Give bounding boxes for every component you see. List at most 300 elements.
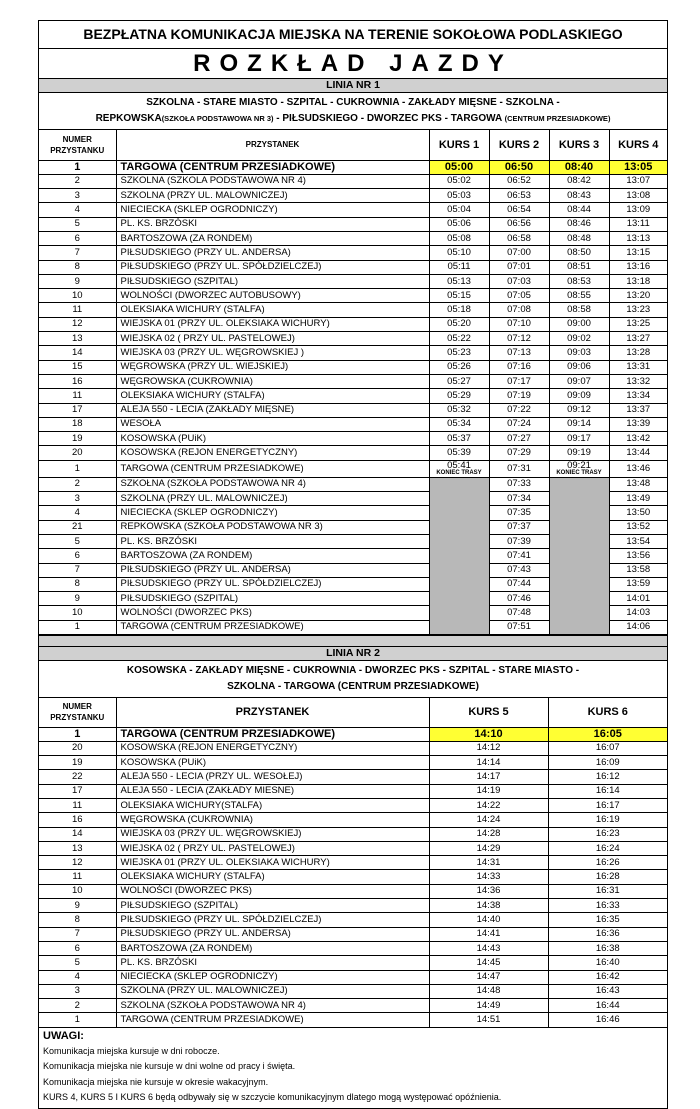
departure-time: 07:31 (489, 460, 549, 477)
table-row (39, 317, 667, 331)
table-row (39, 203, 667, 217)
table-row (39, 246, 667, 260)
stop-name: OLEKSIAKA WICHURY (STALFA) (116, 303, 429, 317)
stop-name: KOSOWSKA (REJON ENERGETYCZNY) (116, 741, 429, 755)
table-row (39, 274, 667, 288)
top-title: BEZPŁATNA KOMUNIKACJA MIEJSKA NA TERENIE SOKOŁOWA PODLASKIEGO (39, 21, 667, 49)
departure-time: 13:48 (609, 477, 667, 491)
stop-name: NIECIECKA (SKLEP OGRODNICZY) (116, 203, 429, 217)
stop-number: 8 (39, 577, 116, 591)
departure-time: 16:43 (548, 984, 667, 998)
departure-time: 09:12 (549, 403, 609, 417)
departure-time: 14:45 (429, 956, 548, 970)
departure-time: 05:10 (429, 246, 489, 260)
stop-number: 16 (39, 374, 116, 388)
departure-time: 13:07 (609, 174, 667, 188)
col-header-stop: PRZYSTANEK (116, 130, 429, 160)
departure-time: 05:00 (429, 160, 489, 174)
departure-time: 13:25 (609, 317, 667, 331)
stop-name: NIECIECKA (SKLEP OGRODNICZY) (116, 970, 429, 984)
main-title: ROZKŁAD JAZDY (39, 49, 667, 79)
departure-time: 14:19 (429, 784, 548, 798)
departure-time: 16:26 (548, 856, 667, 870)
departure-time: 13:42 (609, 432, 667, 446)
departure-time: 16:31 (548, 884, 667, 898)
stop-number: 7 (39, 927, 116, 941)
table-row (39, 403, 667, 417)
departure-time: 09:03 (549, 346, 609, 360)
stop-name: ALEJA 550 - LECIA (PRZY UL. WESOŁEJ) (116, 770, 429, 784)
stop-number: 17 (39, 784, 116, 798)
departure-time: 13:49 (609, 492, 667, 506)
stop-name: WESOŁA (116, 417, 429, 431)
stop-number: 19 (39, 432, 116, 446)
departure-time: 14:24 (429, 813, 548, 827)
stop-name: BARTOSZOWA (ZA RONDEM) (116, 941, 429, 955)
line1-table (39, 130, 667, 635)
timetable-page (38, 20, 668, 1109)
departure-time: 05:32 (429, 403, 489, 417)
stop-number: 16 (39, 813, 116, 827)
departure-time: 09:14 (549, 417, 609, 431)
table-row (39, 999, 667, 1013)
departure-time: 16:05 (548, 727, 667, 741)
departure-time: 05:23 (429, 346, 489, 360)
stop-number: 1 (39, 727, 116, 741)
departure-time: 14:29 (429, 841, 548, 855)
departure-time: 16:38 (548, 941, 667, 955)
stop-name: PIŁSUDSKIEGO (PRZY UL. SPÓŁDZIELCZEJ) (116, 913, 429, 927)
stop-name: WIEJSKA 01 (PRZY UL. OLEKSIAKA WICHURY) (116, 317, 429, 331)
table-row (39, 827, 667, 841)
departure-time: 07:44 (489, 577, 549, 591)
table-row (39, 798, 667, 812)
table-row (39, 813, 667, 827)
table-row (39, 460, 667, 477)
stop-name: WOLNOŚCI (DWORZEC PKS) (116, 606, 429, 620)
stop-name: OLEKSIAKA WICHURY (STALFA) (116, 870, 429, 884)
route-end-cell (429, 477, 489, 634)
table-row (39, 941, 667, 955)
table-row (39, 332, 667, 346)
stop-number: 2 (39, 477, 116, 491)
departure-time: 07:34 (489, 492, 549, 506)
departure-time (549, 460, 609, 477)
table-row (39, 899, 667, 913)
departure-time: 07:01 (489, 260, 549, 274)
departure-time: 06:58 (489, 231, 549, 245)
departure-time: 07:08 (489, 303, 549, 317)
stop-name: SZKOŁNA (SZKOŁA PODSTAWOWA NR 4) (116, 477, 429, 491)
departure-time: 14:14 (429, 756, 548, 770)
table-row (39, 927, 667, 941)
departure-time: 05:26 (429, 360, 489, 374)
stop-number: 22 (39, 770, 116, 784)
stop-number: 10 (39, 289, 116, 303)
departure-time: 05:08 (429, 231, 489, 245)
table-row (39, 956, 667, 970)
route-end-label: KONIEC TRASY (436, 469, 482, 476)
stop-name: PL. KS. BRZÓSKI (116, 956, 429, 970)
table-row (39, 174, 667, 188)
departure-time: 13:15 (609, 246, 667, 260)
table-row (39, 189, 667, 203)
stop-name: NIECIECKA (SKLEP OGRODNICZY) (116, 506, 429, 520)
col-header-nr: NUMER PRZYSTANKU (39, 130, 116, 160)
col-header-stop: PRZYSTANEK (116, 698, 429, 727)
departure-time: 13:39 (609, 417, 667, 431)
departure-time: 05:06 (429, 217, 489, 231)
stop-name: WOLNOŚCI (DWORZEC PKS) (116, 884, 429, 898)
line2-route (39, 661, 667, 698)
stop-name: ALEJA 550 - LECIA (ZAKŁADY MIĘSNE) (116, 403, 429, 417)
departure-time: 06:53 (489, 189, 549, 203)
departure-time: 05:11 (429, 260, 489, 274)
table-row (39, 756, 667, 770)
note-line: KURS 4, KURS 5 I KURS 6 będą odbywały się w szczycie komunikacyjnym dlatego mogą występować opóźnienia. (43, 1092, 502, 1103)
departure-time (429, 460, 489, 477)
departure-time: 07:41 (489, 549, 549, 563)
table-row (39, 984, 667, 998)
table-row (39, 217, 667, 231)
departure-time: 07:13 (489, 346, 549, 360)
stop-number: 9 (39, 592, 116, 606)
stop-name: TARGOWA (CENTRUM PRZESIADKOWE) (116, 727, 429, 741)
table-row (39, 446, 667, 460)
stop-name: KOSOWSKA (PUiK) (116, 432, 429, 446)
departure-time: 14:17 (429, 770, 548, 784)
stop-number: 7 (39, 246, 116, 260)
stop-name: OLEKSIAKA WICHURY(STALFA) (116, 798, 429, 812)
departure-time: 13:54 (609, 534, 667, 548)
table-row (39, 360, 667, 374)
table-row (39, 231, 667, 245)
departure-time: 05:03 (429, 189, 489, 203)
stop-name: BARTOSZOWA (ZA RONDEM) (116, 549, 429, 563)
note-line: Komunikacja miejska nie kursuje w okresie wakacyjnym. (43, 1076, 269, 1087)
stop-name: PIŁSUDSKIEGO (SZPITAL) (116, 592, 429, 606)
stop-number: 14 (39, 827, 116, 841)
stop-number: 11 (39, 389, 116, 403)
stop-number: 11 (39, 870, 116, 884)
departure-time: 14:01 (609, 592, 667, 606)
departure-time: 05:15 (429, 289, 489, 303)
line1-route-line1: SZKOLNA - STARE MIASTO - SZPITAL - CUKROWNIA - ZAKŁADY MIĘSNE - SZKOLNA - (146, 97, 560, 108)
stop-name: PIŁSUDSKIEGO (PRZY UL. ANDERSA) (116, 563, 429, 577)
departure-time: 08:53 (549, 274, 609, 288)
departure-time: 14:48 (429, 984, 548, 998)
departure-time: 16:42 (548, 970, 667, 984)
stop-name: WĘGROWSKA (PRZY UL. WIEJSKIEJ) (116, 360, 429, 374)
stop-number: 11 (39, 303, 116, 317)
col-header-kurs5: KURS 5 (429, 698, 548, 727)
stop-number: 2 (39, 999, 116, 1013)
stop-name: TARGOWA (CENTRUM PRZESIADKOWE) (116, 1013, 429, 1027)
departure-time: 13:44 (609, 446, 667, 460)
stop-number: 1 (39, 160, 116, 174)
stop-name: WĘGROWSKA (CUKROWNIA) (116, 813, 429, 827)
stop-name: WIEJSKA 03 (PRZY UL. WĘGROWSKIEJ) (116, 827, 429, 841)
stop-name: WIEJSKA 01 (PRZY UL. OLEKSIAKA WICHURY) (116, 856, 429, 870)
col-header-kurs4: KURS 4 (609, 130, 667, 160)
line2-route-line2: SZKOLNA - TARGOWA (CENTRUM PRZESIADKOWE) (227, 681, 479, 692)
table-row (39, 856, 667, 870)
route-end-label: KONIEC TRASY (556, 469, 602, 476)
departure-time: 16:09 (548, 756, 667, 770)
stop-name: SZKOLNA (PRZY UL. MALOWNICZEJ) (116, 189, 429, 203)
departure-time: 14:22 (429, 798, 548, 812)
departure-time: 05:29 (429, 389, 489, 403)
stop-number: 9 (39, 274, 116, 288)
departure-time: 07:29 (489, 446, 549, 460)
departure-time: 13:05 (609, 160, 667, 174)
table-row (39, 389, 667, 403)
table-row (39, 432, 667, 446)
departure-time: 13:50 (609, 506, 667, 520)
table-row (39, 913, 667, 927)
route-end-cell (549, 477, 609, 634)
departure-time: 08:42 (549, 174, 609, 188)
line1-route (39, 93, 667, 130)
departure-time: 07:05 (489, 289, 549, 303)
table-row (39, 727, 667, 741)
stop-name: ALEJA 550 - LECIA (ZAKŁADY MIESNE) (116, 784, 429, 798)
stop-name: OLEKSIAKA WICHURY (STALFA) (116, 389, 429, 403)
departure-time: 13:18 (609, 274, 667, 288)
time-value: 05:41 (447, 459, 471, 471)
stop-name: PIŁSUDSKIEGO (SZPITAL) (116, 899, 429, 913)
departure-time: 13:09 (609, 203, 667, 217)
departure-time: 13:56 (609, 549, 667, 563)
departure-time: 16:44 (548, 999, 667, 1013)
stop-number: 4 (39, 506, 116, 520)
table-row (39, 1013, 667, 1027)
departure-time: 07:03 (489, 274, 549, 288)
stop-number: 11 (39, 798, 116, 812)
departure-time: 09:09 (549, 389, 609, 403)
table-row (39, 260, 667, 274)
departure-time: 13:08 (609, 189, 667, 203)
table-row (39, 741, 667, 755)
route-part: - PIŁSUDSKIEGO - DWORZEC PKS - TARGOWA (273, 113, 505, 124)
stop-number: 14 (39, 346, 116, 360)
departure-time: 07:43 (489, 563, 549, 577)
departure-time: 06:54 (489, 203, 549, 217)
departure-time: 07:24 (489, 417, 549, 431)
stop-number: 15 (39, 360, 116, 374)
departure-time: 13:16 (609, 260, 667, 274)
table-row (39, 374, 667, 388)
stop-name: SZKOLNA (PRZY UL. MALOWNICZEJ) (116, 984, 429, 998)
departure-time: 08:40 (549, 160, 609, 174)
stop-name: WOLNOŚCI (DWORZEC AUTOBUSOWY) (116, 289, 429, 303)
departure-time: 14:10 (429, 727, 548, 741)
departure-time: 09:00 (549, 317, 609, 331)
departure-time: 16:40 (548, 956, 667, 970)
departure-time: 14:33 (429, 870, 548, 884)
departure-time: 14:47 (429, 970, 548, 984)
stop-number: 21 (39, 520, 116, 534)
stop-name: WIEJSKA 02 ( PRZY UL. PASTELOWEJ) (116, 332, 429, 346)
departure-time: 13:31 (609, 360, 667, 374)
stop-name: PIŁSUDSKIEGO (PRZY UL. ANDERSA) (116, 246, 429, 260)
stop-name: SZKOLNA (PRZY UL. MALOWNICZEJ) (116, 492, 429, 506)
table-row (39, 841, 667, 855)
departure-time: 05:39 (429, 446, 489, 460)
departure-time: 07:17 (489, 374, 549, 388)
stop-number: 2 (39, 174, 116, 188)
departure-time: 09:19 (549, 446, 609, 460)
stop-name: PIŁSUDSKIEGO (SZPITAL) (116, 274, 429, 288)
departure-time: 07:16 (489, 360, 549, 374)
stop-number: 5 (39, 217, 116, 231)
table-row (39, 289, 667, 303)
stop-number: 5 (39, 956, 116, 970)
departure-time: 16:28 (548, 870, 667, 884)
line1-title: LINIA NR 1 (39, 79, 667, 93)
departure-time: 07:48 (489, 606, 549, 620)
departure-time: 13:23 (609, 303, 667, 317)
departure-time: 07:12 (489, 332, 549, 346)
stop-name: PIŁSUDSKIEGO (PRZY UL. SPÓŁDZIELCZEJ) (116, 577, 429, 591)
departure-time: 14:36 (429, 884, 548, 898)
departure-time: 06:56 (489, 217, 549, 231)
time-value: 09:21 (567, 459, 591, 471)
departure-time: 05:04 (429, 203, 489, 217)
table-row (39, 884, 667, 898)
departure-time: 07:19 (489, 389, 549, 403)
departure-time: 13:13 (609, 231, 667, 245)
departure-time: 14:49 (429, 999, 548, 1013)
departure-time: 05:22 (429, 332, 489, 346)
stop-name: TARGOWA (CENTRUM PRZESIADKOWE) (116, 460, 429, 477)
departure-time: 14:40 (429, 913, 548, 927)
stop-name: SZKOLNA (SZKOLA PODSTAWOWA NR 4) (116, 174, 429, 188)
departure-time: 16:24 (548, 841, 667, 855)
departure-time: 07:22 (489, 403, 549, 417)
departure-time: 07:33 (489, 477, 549, 491)
departure-time: 14:43 (429, 941, 548, 955)
departure-time: 13:58 (609, 563, 667, 577)
stop-number: 13 (39, 332, 116, 346)
stop-number: 9 (39, 899, 116, 913)
stop-name: TARGOWA (CENTRUM PRZESIADKOWE) (116, 160, 429, 174)
col-header-nr: NUMER PRZYSTANKU (39, 698, 116, 727)
departure-time: 05:37 (429, 432, 489, 446)
stop-name: PIŁSUDSKIEGO (PRZY UL. ANDERSA) (116, 927, 429, 941)
departure-time: 07:35 (489, 506, 549, 520)
note-line: Komunikacja miejska kursuje w dni robocze. (43, 1045, 220, 1056)
line2-table (39, 698, 667, 1028)
departure-time: 16:07 (548, 741, 667, 755)
notes-section (39, 1028, 667, 1108)
stop-name: REPKOWSKA (SZKOŁA PODSTAWOWA NR 3) (116, 520, 429, 534)
stop-number: 19 (39, 756, 116, 770)
departure-time: 08:44 (549, 203, 609, 217)
line1-route-line2 (39, 111, 667, 127)
table-row (39, 770, 667, 784)
stop-number: 12 (39, 856, 116, 870)
notes-title: UWAGI: (43, 1029, 84, 1042)
stop-name: TARGOWA (CENTRUM PRZESIADKOWE) (116, 620, 429, 634)
stop-number: 6 (39, 549, 116, 563)
departure-time: 05:18 (429, 303, 489, 317)
stop-number: 20 (39, 446, 116, 460)
departure-time: 08:43 (549, 189, 609, 203)
stop-name: WIEJSKA 03 (PRZY UL. WĘGROWSKIEJ ) (116, 346, 429, 360)
note-line: Komunikacja miejska nie kursuje w dni wolne od pracy i święta. (43, 1061, 296, 1072)
section-gap (39, 635, 667, 647)
stop-name: PIŁSUDSKIEGO (PRZY UL. SPÓŁDZIELCZEJ) (116, 260, 429, 274)
departure-time: 13:59 (609, 577, 667, 591)
departure-time: 16:14 (548, 784, 667, 798)
departure-time: 13:32 (609, 374, 667, 388)
stop-number: 1 (39, 460, 116, 477)
departure-time: 14:51 (429, 1013, 548, 1027)
departure-time: 16:17 (548, 798, 667, 812)
departure-time: 09:02 (549, 332, 609, 346)
stop-number: 17 (39, 403, 116, 417)
departure-time: 13:46 (609, 460, 667, 477)
table-row (39, 970, 667, 984)
departure-time: 13:37 (609, 403, 667, 417)
departure-time: 14:12 (429, 741, 548, 755)
departure-time: 16:36 (548, 927, 667, 941)
stop-number: 3 (39, 984, 116, 998)
stop-number: 6 (39, 941, 116, 955)
departure-time: 09:17 (549, 432, 609, 446)
departure-time: 07:27 (489, 432, 549, 446)
line2-route-line1: KOSOWSKA - ZAKŁADY MIĘSNE - CUKROWNIA - DWORZEC PKS - SZPITAL - STARE MIASTO - (126, 665, 580, 676)
departure-time: 08:48 (549, 231, 609, 245)
table-row (39, 160, 667, 174)
table-row (39, 417, 667, 431)
table-row (39, 346, 667, 360)
stop-number: 13 (39, 841, 116, 855)
col-header-kurs1: KURS 1 (429, 130, 489, 160)
stop-name: KOSOWSKA (REJON ENERGETYCZNY) (116, 446, 429, 460)
stop-number: 1 (39, 1013, 116, 1027)
departure-time: 14:06 (609, 620, 667, 634)
stop-number: 10 (39, 884, 116, 898)
departure-time: 06:50 (489, 160, 549, 174)
departure-time: 16:46 (548, 1013, 667, 1027)
departure-time: 07:51 (489, 620, 549, 634)
departure-time: 06:52 (489, 174, 549, 188)
col-header-kurs3: KURS 3 (549, 130, 609, 160)
stop-name: PL. KS. BRZÓSKI (116, 534, 429, 548)
stop-number: 8 (39, 260, 116, 274)
stop-number: 3 (39, 492, 116, 506)
route-part-small: (SZKOŁA PODSTAWOWA NR 3) (161, 114, 274, 123)
stop-number: 3 (39, 189, 116, 203)
departure-time: 14:38 (429, 899, 548, 913)
table-row (39, 303, 667, 317)
table-row (39, 477, 667, 491)
departure-time: 09:07 (549, 374, 609, 388)
departure-time: 16:12 (548, 770, 667, 784)
stop-name: WĘGROWSKA (CUKROWNIA) (116, 374, 429, 388)
departure-time: 09:06 (549, 360, 609, 374)
departure-time: 08:51 (549, 260, 609, 274)
departure-time: 05:20 (429, 317, 489, 331)
departure-time: 08:55 (549, 289, 609, 303)
departure-time: 08:46 (549, 217, 609, 231)
departure-time: 07:39 (489, 534, 549, 548)
route-part: REPKOWSKA (95, 113, 162, 124)
stop-number: 12 (39, 317, 116, 331)
departure-time: 13:20 (609, 289, 667, 303)
